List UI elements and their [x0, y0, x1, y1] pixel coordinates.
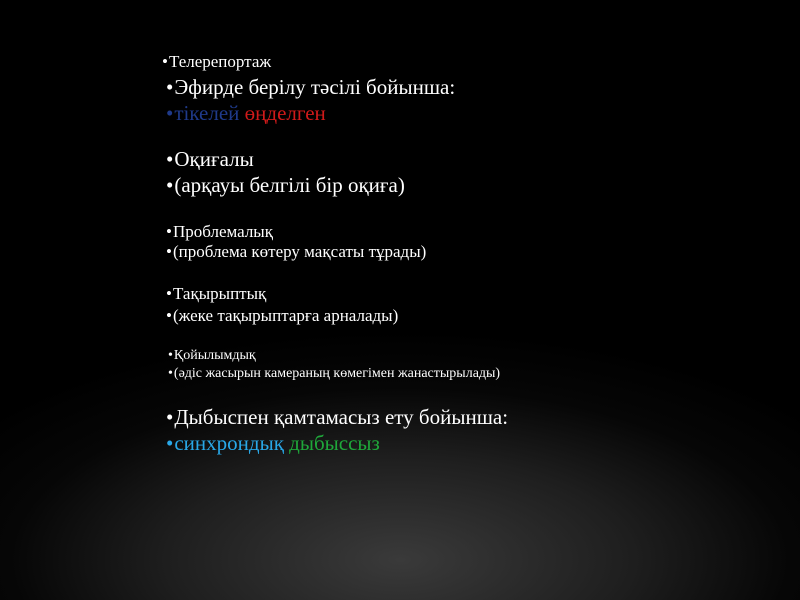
bullet-mark: •	[168, 366, 173, 381]
slide-bullet-problem-desc	[166, 242, 426, 262]
text-staged-desc: (әдіс жасырын камераның көмегімен жанастырылады)	[173, 366, 501, 381]
text-problem-desc: (проблема көтеру мақсаты тұрады)	[172, 242, 427, 261]
text-thematic-desc: (жеке тақырыптарға арналады)	[172, 306, 399, 325]
bullet-mark: •	[166, 306, 172, 325]
text-problem: Проблемалық	[172, 222, 273, 241]
text-live: тікелей	[174, 101, 240, 125]
slide-bullet-broadcast-method	[166, 75, 455, 100]
text-edited: өңделген	[244, 101, 326, 125]
slide-bullet-event	[166, 147, 254, 172]
slide-bullet-live-edited	[166, 101, 326, 126]
slide-bullet-event-desc	[166, 173, 405, 198]
text-sync: синхрондық	[174, 431, 284, 455]
slide-bullet-problem	[166, 222, 273, 242]
slide-bullet-telereport	[162, 52, 271, 72]
text-event: Оқиғалы	[174, 147, 254, 171]
slide-bullet-sync-silent	[166, 431, 380, 456]
text-telereport: Телерепортаж	[168, 52, 272, 71]
slide-bullet-thematic	[166, 284, 266, 304]
slide-bullet-thematic-desc	[166, 306, 398, 326]
bullet-mark: •	[168, 348, 173, 363]
bullet-mark: •	[166, 147, 174, 171]
bullet-mark: •	[166, 431, 174, 455]
slide-bullet-staged	[168, 348, 256, 364]
text-broadcast-method: Эфирде берілу тәсілі бойынша:	[174, 75, 456, 99]
bullet-mark: •	[166, 242, 172, 261]
bullet-mark: •	[166, 222, 172, 241]
slide-bullet-staged-desc	[168, 366, 500, 382]
bullet-mark: •	[166, 173, 174, 197]
bullet-mark: •	[162, 52, 168, 71]
bullet-mark: •	[166, 405, 174, 429]
text-event-desc: (арқауы белгілі бір оқиға)	[174, 173, 405, 197]
bullet-mark: •	[166, 75, 174, 99]
text-thematic: Тақырыптық	[172, 284, 267, 303]
bullet-mark: •	[166, 284, 172, 303]
text-staged: Қойылымдық	[173, 348, 256, 363]
text-sound-method: Дыбыспен қамтамасыз ету бойынша:	[174, 405, 509, 429]
text-silent: дыбыссыз	[289, 431, 380, 455]
slide-bullet-sound-method	[166, 405, 508, 430]
bullet-mark: •	[166, 101, 174, 125]
